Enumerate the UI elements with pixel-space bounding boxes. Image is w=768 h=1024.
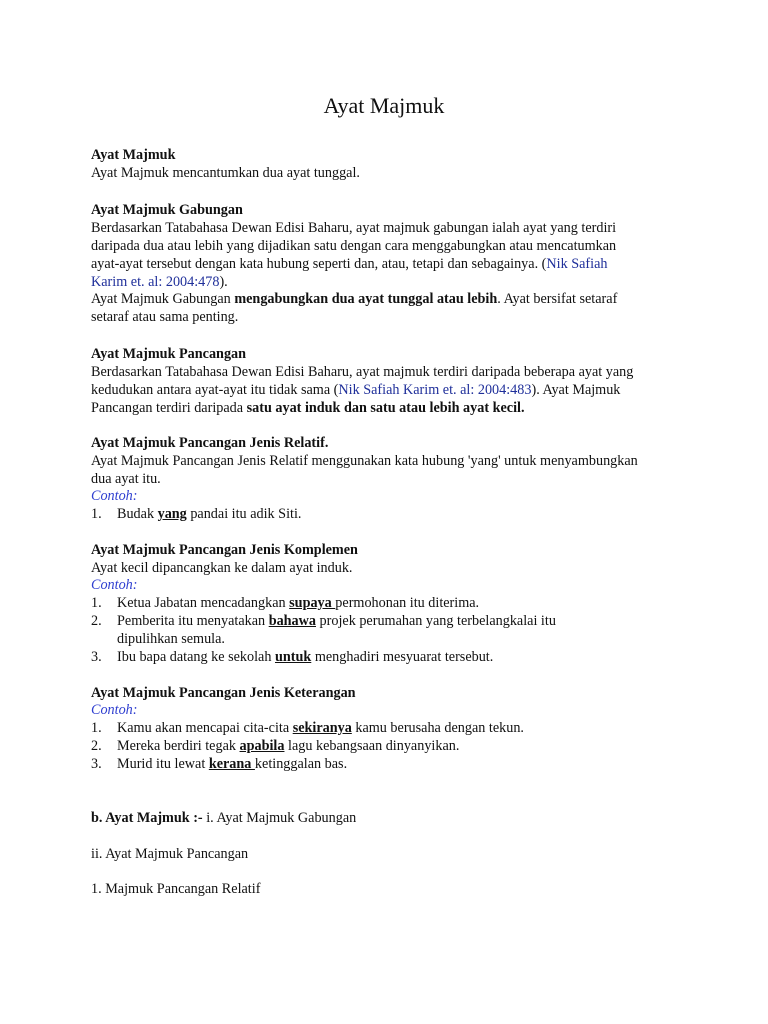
list-item-continuation: dipulihkan semula. — [117, 631, 225, 647]
section-heading-ayat-majmuk: Ayat Majmuk — [91, 147, 176, 163]
section-heading-komplemen: Ayat Majmuk Pancangan Jenis Komplemen — [91, 542, 358, 558]
section-heading-pancangan: Ayat Majmuk Pancangan — [91, 346, 247, 362]
outline-line: ii. Ayat Majmuk Pancangan — [91, 846, 249, 862]
paragraph-line: Karim et. al: 2004:478). — [91, 274, 228, 290]
citation: Nik Safiah — [546, 256, 608, 272]
citation: Nik Safiah Karim et. al: 2004:483 — [338, 382, 532, 398]
keyword: sekiranya — [292, 720, 352, 736]
section-heading-gabungan: Ayat Majmuk Gabungan — [91, 202, 243, 218]
section-heading-keterangan: Ayat Majmuk Pancangan Jenis Keterangan — [91, 685, 356, 701]
list-number: 1. — [91, 720, 102, 736]
list-number: 3. — [91, 649, 102, 665]
paragraph-line: Berdasarkan Tatabahasa Dewan Edisi Baharu, ayat majmuk terdiri daripada beberapa ayat yang — [91, 364, 634, 380]
list-item: Ketua Jabatan mencadangkan supaya permohonan itu diterima. — [117, 595, 480, 611]
list-number: 3. — [91, 756, 102, 772]
contoh-label: Contoh: — [91, 577, 138, 593]
keyword: kerana — [208, 756, 255, 772]
citation: Karim et. al: 2004:478 — [91, 274, 220, 290]
list-item: Mereka berdiri tegak apabila lagu kebangsaan dinyanyikan. — [117, 738, 460, 754]
list-item: Pemberita itu menyatakan bahawa projek perumahan yang terbelangkalai itu — [117, 613, 556, 629]
paragraph-line: ayat-ayat tersebut dengan kata hubung seperti dan, atau, tetapi dan sebagainya. (Nik Safiah — [91, 256, 608, 272]
keyword: supaya — [289, 595, 336, 611]
list-number: 2. — [91, 613, 102, 629]
paragraph-line: Ayat Majmuk Gabungan mengabungkan dua ayat tunggal atau lebih. Ayat bersifat setaraf — [91, 291, 618, 307]
keyword: yang — [157, 506, 187, 522]
paragraph-line: Ayat Majmuk Pancangan Jenis Relatif menggunakan kata hubung 'yang' untuk menyambungkan — [91, 453, 638, 469]
paragraph-line: Pancangan terdiri daripada satu ayat induk dan satu atau lebih ayat kecil. — [91, 400, 525, 416]
paragraph-line: Ayat Majmuk mencantumkan dua ayat tunggal. — [91, 165, 360, 181]
outline-line: b. Ayat Majmuk :- i. Ayat Majmuk Gabungan — [91, 810, 357, 826]
paragraph-line: kedudukan antara ayat-ayat itu tidak sama (Nik Safiah Karim et. al: 2004:483). Ayat Majmuk — [91, 382, 621, 398]
contoh-label: Contoh: — [91, 702, 138, 718]
keyword: apabila — [239, 738, 285, 754]
list-number: 1. — [91, 595, 102, 611]
section-heading-relatif: Ayat Majmuk Pancangan Jenis Relatif. — [91, 435, 329, 451]
list-item: Ibu bapa datang ke sekolah untuk menghadiri mesyuarat tersebut. — [117, 649, 494, 665]
paragraph-line: Ayat kecil dipancangkan ke dalam ayat induk. — [91, 560, 353, 576]
keyword: bahawa — [268, 613, 316, 629]
paragraph-line: setaraf atau sama penting. — [91, 309, 239, 325]
list-item: Kamu akan mencapai cita-cita sekiranya kamu berusaha dengan tekun. — [117, 720, 524, 736]
list-item: Murid itu lewat kerana ketinggalan bas. — [117, 756, 348, 772]
paragraph-line: Berdasarkan Tatabahasa Dewan Edisi Baharu, ayat majmuk gabungan ialah ayat yang terdiri — [91, 220, 617, 236]
list-item: Budak yang pandai itu adik Siti. — [117, 506, 302, 522]
paragraph-line: dua ayat itu. — [91, 471, 161, 487]
keyword: untuk — [274, 649, 312, 665]
list-number: 1. — [91, 506, 102, 522]
document-title: Ayat Majmuk — [323, 93, 445, 118]
list-number: 2. — [91, 738, 102, 754]
contoh-label: Contoh: — [91, 488, 138, 504]
outline-line: 1. Majmuk Pancangan Relatif — [91, 881, 261, 897]
paragraph-line: daripada dua atau lebih yang dijadikan satu dengan cara menggabungkan atau mencatumkan — [91, 238, 617, 254]
